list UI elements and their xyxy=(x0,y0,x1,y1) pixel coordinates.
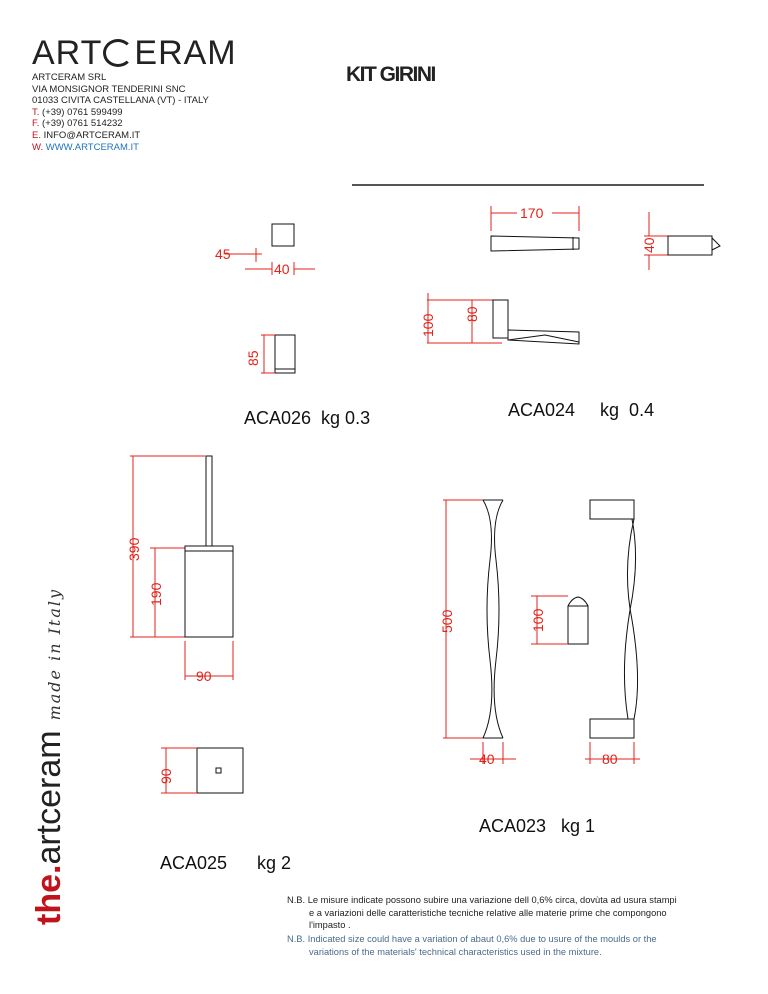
city: 01033 CIVITA CASTELLANA (VT) - ITALY xyxy=(32,95,209,107)
dim-aca024-100: 100 xyxy=(420,313,436,337)
dim-aca025-390: 390 xyxy=(126,537,142,561)
note-english: N.B. Indicated size could have a variation of abaut 0,6% due to usure of the moulds or the variations of the materials' technical characteristics used in the mixture. xyxy=(287,934,657,957)
dim-aca024-80: 80 xyxy=(464,306,480,322)
dim-aca026-85: 85 xyxy=(245,350,261,366)
website: W. WWW.ARTCERAM.IT xyxy=(32,141,139,153)
aca026-drawing xyxy=(215,224,315,373)
note-italian: N.B. Le misure indicate possono subire una variazione dell 0,6% circa, dovùta ad usura stampi e a variazioni delle caratteristiche tecniche relative alle materie prime che compongono l'impasto . xyxy=(287,895,677,930)
email: E. INFO@ARTCERAM.IT xyxy=(32,129,141,141)
product-aca026: ACA026 kg 0.3 xyxy=(244,408,371,428)
dim-aca024-170: 170 xyxy=(520,205,544,221)
dim-aca023-80: 80 xyxy=(602,751,618,767)
dim-aca026-40: 40 xyxy=(274,261,290,277)
dim-aca023-500: 500 xyxy=(439,609,455,633)
the-artceram-brand: the.artcerammade in Italy xyxy=(30,587,68,925)
product-aca024: ACA024 kg 0.4 xyxy=(508,400,655,420)
street: VIA MONSIGNOR TENDERINI SNC xyxy=(32,83,186,95)
dim-aca023-40: 40 xyxy=(479,751,495,767)
dim-aca023-100: 100 xyxy=(530,608,546,632)
phone: T. (+39) 0761 599499 xyxy=(32,106,123,118)
product-aca025: ACA025 kg 2 xyxy=(160,853,292,873)
aca023-drawing xyxy=(439,500,640,767)
product-aca023: ACA023 kg 1 xyxy=(479,816,596,836)
dim-aca026-45: 45 xyxy=(215,246,231,262)
aca024-drawing xyxy=(420,205,720,344)
company-name: ARTCERAM SRL xyxy=(32,72,107,83)
dim-aca024-40: 40 xyxy=(641,237,657,253)
dim-aca025-90b: 90 xyxy=(158,768,174,784)
page-title: KIT GIRINI xyxy=(346,63,435,86)
dim-aca025-90: 90 xyxy=(196,668,212,684)
artceram-logo: ART ERAM xyxy=(32,34,237,72)
dim-aca025-190: 190 xyxy=(148,582,164,606)
aca025-drawing xyxy=(126,456,243,793)
fax: F. (+39) 0761 514232 xyxy=(32,118,123,130)
